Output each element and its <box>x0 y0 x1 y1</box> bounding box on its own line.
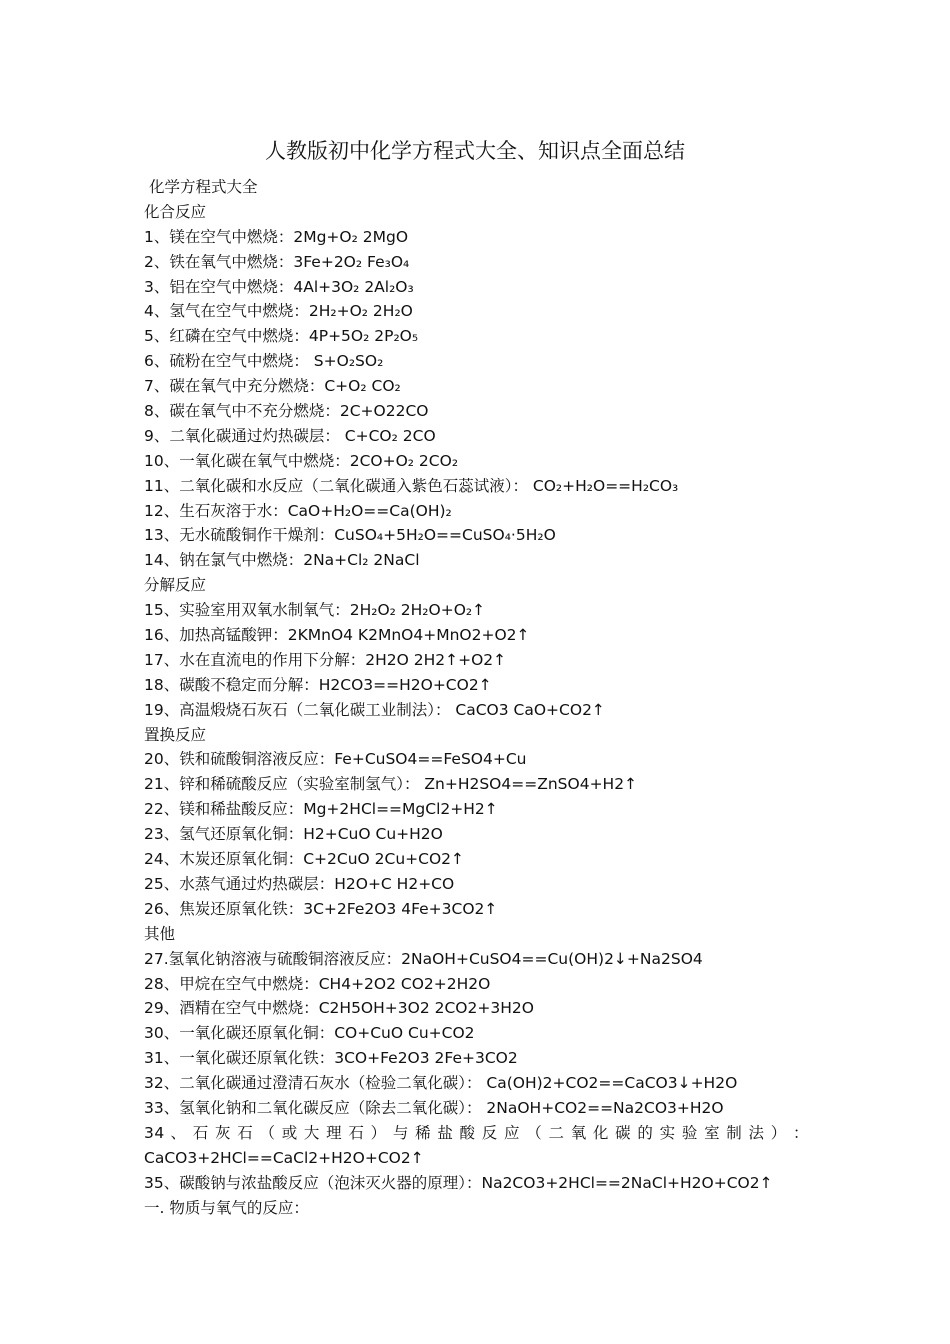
section-heading: 置换反应 <box>144 725 207 744</box>
equation-line: 23、氢气还原氧化铜：H2+CuO Cu+H2O <box>144 825 443 844</box>
equation-line: 6、硫粉在空气中燃烧： S+O₂SO₂ <box>144 352 384 371</box>
document-title: 人教版初中化学方程式大全、知识点全面总结 <box>265 139 685 163</box>
equation-line: 14、钠在氯气中燃烧：2Na+Cl₂ 2NaCl <box>144 551 420 570</box>
equation-line: 7、碳在氧气中充分燃烧：C+O₂ CO₂ <box>144 377 401 396</box>
section-heading: 化合反应 <box>144 202 207 221</box>
equation-line: 19、高温煅烧石灰石（二氧化碳工业制法）： CaCO3 CaO+CO2↑ <box>144 700 605 719</box>
equation-line: 17、水在直流电的作用下分解：2H2O 2H2↑+O2↑ <box>144 650 507 669</box>
equation-line: 26、焦炭还原氧化铁：3C+2Fe2O3 4Fe+3CO2↑ <box>144 899 498 918</box>
equation-line: 34 、 石 灰 石 （ 或 大 理 石 ） 与 稀 盐 酸 反 应 （ 二 氧 化 碳 的 实 验 室 制 法 ） ： <box>144 1123 809 1142</box>
equation-line: 25、水蒸气通过灼热碳层：H2O+C H2+CO <box>144 874 455 893</box>
equation-line: 29、酒精在空气中燃烧：C2H5OH+3O2 2CO2+3H2O <box>144 999 534 1018</box>
equation-line: 32、二氧化碳通过澄清石灰水（检验二氧化碳）： Ca(OH)2+CO2==CaCO3↓+H2O <box>144 1074 738 1093</box>
equation-line: 21、锌和稀硫酸反应（实验室制氢气）： Zn+H2SO4==ZnSO4+H2↑ <box>144 775 638 794</box>
equation-line: 33、氢氧化钠和二氧化碳反应（除去二氧化碳）： 2NaOH+CO2==Na2CO3+H2O <box>144 1098 724 1117</box>
document-subtitle: 化学方程式大全 <box>149 178 258 196</box>
equation-line: 22、镁和稀盐酸反应：Mg+2HCl==MgCl2+H2↑ <box>144 800 498 819</box>
equation-line: 5、红磷在空气中燃烧：4P+5O₂ 2P₂O₅ <box>144 327 419 346</box>
equation-line: 24、木炭还原氧化铜：C+2CuO 2Cu+CO2↑ <box>144 850 465 869</box>
equation-line: 27.氢氧化钠溶液与硫酸铜溶液反应：2NaOH+CuSO4==Cu(OH)2↓+Na2SO4 <box>144 949 703 968</box>
section-heading: 分解反应 <box>144 576 207 595</box>
equation-line: 10、一氧化碳在氧气中燃烧：2CO+O₂ 2CO₂ <box>144 451 459 470</box>
equation-line: 18、碳酸不稳定而分解：H2CO3==H2O+CO2↑ <box>144 675 492 694</box>
equation-line: 16、加热高锰酸钾：2KMnO4 K2MnO4+MnO2+O2↑ <box>144 626 530 645</box>
equation-line: 13、无水硫酸铜作干燥剂：CuSO₄+5H₂O==CuSO₄·5H₂O <box>144 526 556 545</box>
equation-line: 8、碳在氧气中不充分燃烧：2C+O22CO <box>144 402 429 421</box>
equation-line: 20、铁和硫酸铜溶液反应：Fe+CuSO4==FeSO4+Cu <box>144 750 527 769</box>
section-heading: 其他 <box>144 924 176 943</box>
equation-line: 9、二氧化碳通过灼热碳层： C+CO₂ 2CO <box>144 426 436 445</box>
equation-line: 35、碳酸钠与浓盐酸反应（泡沫灭火器的原理）：Na2CO3+2HCl==2NaCl+H2O+CO2↑ <box>144 1173 773 1192</box>
equation-line: 2、铁在氧气中燃烧：3Fe+2O₂ Fe₃O₄ <box>144 252 410 271</box>
equation-line: 28、甲烷在空气中燃烧：CH4+2O2 CO2+2H2O <box>144 974 491 993</box>
equation-line: 3、铝在空气中燃烧：4Al+3O₂ 2Al₂O₃ <box>144 277 414 296</box>
equation-line: 12、生石灰溶于水：CaO+H₂O==Ca(OH)₂ <box>144 501 452 520</box>
equation-line: 30、一氧化碳还原氧化铜：CO+CuO Cu+CO2 <box>144 1024 475 1043</box>
equation-line: CaCO3+2HCl==CaCl2+H2O+CO2↑ <box>144 1148 424 1167</box>
equation-line: 31、一氧化碳还原氧化铁：3CO+Fe2O3 2Fe+3CO2 <box>144 1049 518 1068</box>
equation-line: 1、镁在空气中燃烧：2Mg+O₂ 2MgO <box>144 227 409 246</box>
equation-line: 15、实验室用双氧水制氧气：2H₂O₂ 2H₂O+O₂↑ <box>144 601 486 620</box>
section-heading: 一. 物质与氧气的反应： <box>144 1198 309 1217</box>
equation-line: 4、氢气在空气中燃烧：2H₂+O₂ 2H₂O <box>144 302 413 321</box>
equation-line: 11、二氧化碳和水反应（二氧化碳通入紫色石蕊试液）： CO₂+H₂O==H₂CO₃ <box>144 476 679 495</box>
document-body <box>144 175 809 1220</box>
